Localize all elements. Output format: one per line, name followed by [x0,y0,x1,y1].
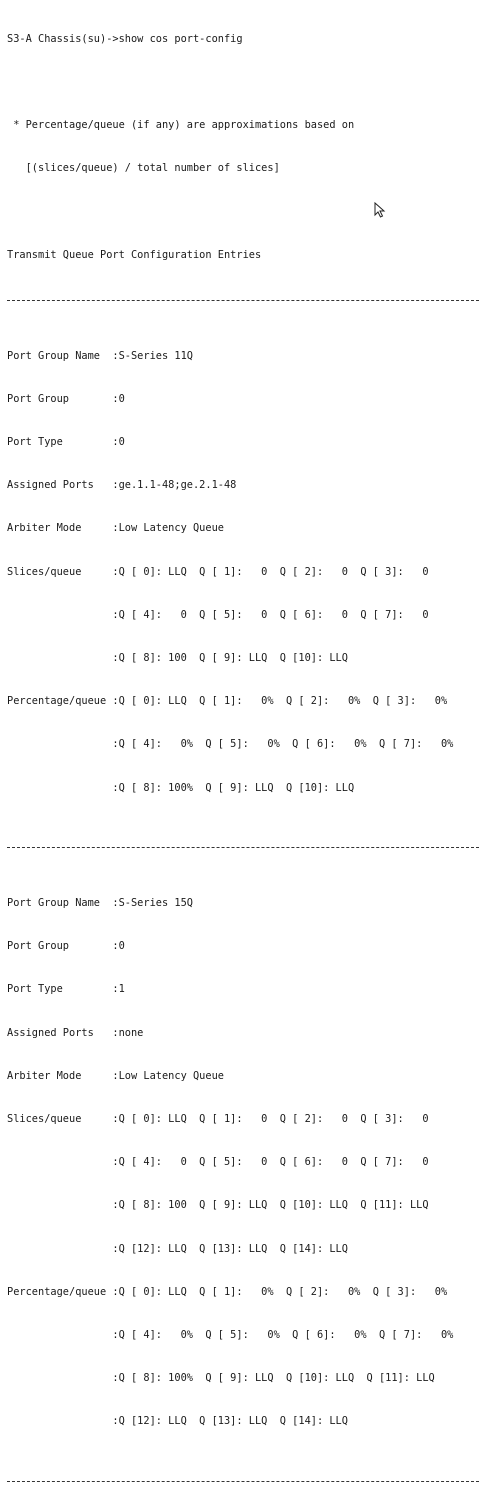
config-line: :Q [ 8]: 100 Q [ 9]: LLQ Q [10]: LLQ [7,652,348,665]
config-line: Percentage/queue :Q [ 0]: LLQ Q [ 1]: 0% Q [ 2]: 0% Q [ 3]: 0% [7,1285,448,1298]
config-line: Port Type :0 [7,436,125,449]
config-line: Port Type :1 [7,983,125,996]
terminal-output[interactable] [7,3,487,1501]
command-prompt-line: S3-A Chassis(su)->show cos port-config [7,32,243,45]
config-line: :Q [ 4]: 0 Q [ 5]: 0 Q [ 6]: 0 Q [ 7]: 0 [7,608,429,621]
config-line: :Q [12]: LLQ Q [13]: LLQ Q [14]: LLQ [7,1242,348,1255]
config-line: :Q [ 4]: 0 Q [ 5]: 0 Q [ 6]: 0 Q [ 7]: 0 [7,1156,429,1169]
config-line: :Q [12]: LLQ Q [13]: LLQ Q [14]: LLQ [7,1415,348,1428]
config-line: Slices/queue :Q [ 0]: LLQ Q [ 1]: 0 Q [ 2]: 0 Q [ 3]: 0 [7,1112,429,1125]
config-line: Port Group Name :S-Series 15Q [7,896,193,909]
config-line: :Q [ 8]: 100 Q [ 9]: LLQ Q [10]: LLQ Q [11]: LLQ [7,1199,429,1212]
config-line: Port Group Name :S-Series 11Q [7,349,193,362]
note-line: * Percentage/queue (if any) are approximations based on [7,119,355,132]
dashed-separator [7,1472,487,1486]
config-line: :Q [ 8]: 100% Q [ 9]: LLQ Q [10]: LLQ [7,781,355,794]
config-line: :Q [ 8]: 100% Q [ 9]: LLQ Q [10]: LLQ Q [11]: LLQ [7,1372,435,1385]
section-title: Transmit Queue Port Configuration Entries [7,248,262,261]
dashed-separator [7,291,487,305]
blank-line [7,205,487,219]
config-line: Assigned Ports :ge.1.1-48;ge.2.1-48 [7,479,237,492]
config-line: Arbiter Mode :Low Latency Queue [7,1069,224,1082]
config-line: :Q [ 4]: 0% Q [ 5]: 0% Q [ 6]: 0% Q [ 7]: 0% [7,1328,454,1341]
config-line: Port Group :0 [7,392,125,405]
dashed-separator [7,838,487,852]
config-line: Assigned Ports :none [7,1026,144,1039]
config-line: :Q [ 4]: 0% Q [ 5]: 0% Q [ 6]: 0% Q [ 7]: 0% [7,738,454,751]
blank-line [7,75,487,89]
config-line: Arbiter Mode :Low Latency Queue [7,522,224,535]
config-line: Percentage/queue :Q [ 0]: LLQ Q [ 1]: 0% Q [ 2]: 0% Q [ 3]: 0% [7,695,448,708]
config-line: Port Group :0 [7,940,125,953]
config-line: Slices/queue :Q [ 0]: LLQ Q [ 1]: 0 Q [ 2]: 0 Q [ 3]: 0 [7,565,429,578]
note-line: [(slices/queue) / total number of slices] [7,162,280,175]
